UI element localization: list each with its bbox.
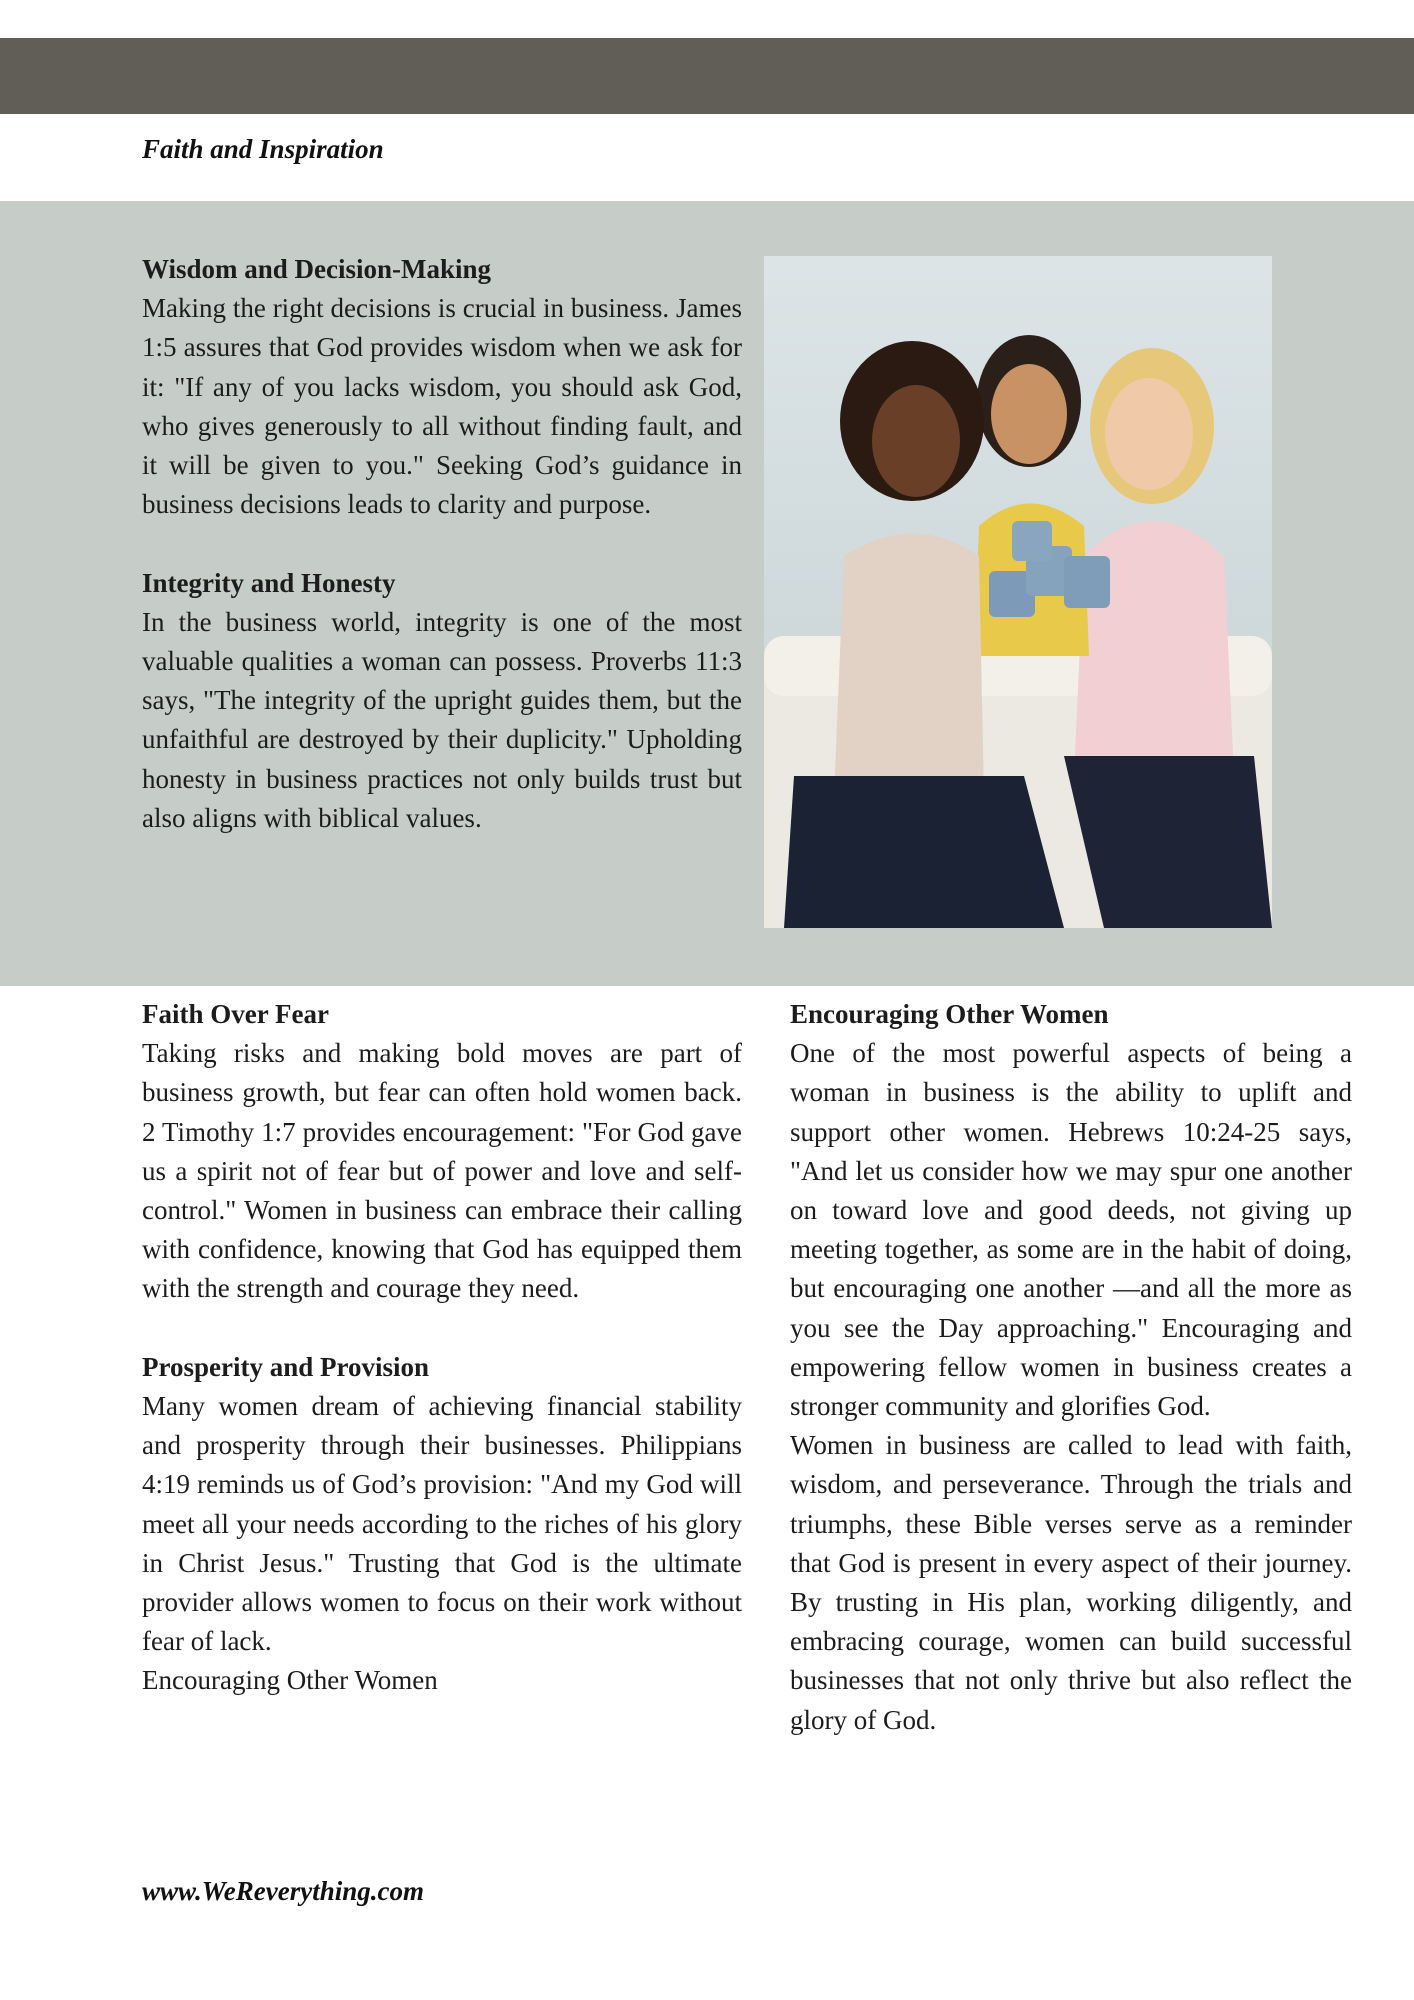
featured-text-column [142,250,742,838]
prosperity-trailing: Encouraging Other Women [142,1665,438,1696]
encouraging-body: One of the most powerful aspects of being a woman in business is the ability to uplift and support other women. Hebrews 10:24-25 says, "And let us consider how we may spur one another on toward love and good deeds, not giving up meeting together, as some are in the habit of doing, but encouraging one another —and all the more as you see the Day approaching." Encouraging and empowering fellow women in business creates a stronger community and glorifies God. [790,1038,1352,1422]
integrity-heading: Integrity and Honesty [142,567,396,598]
left-column [142,995,742,1701]
faith-body: Taking risks and making bold moves are part of business growth, but fear can often hold women back. 2 Timothy 1:7 provides encouragement: "For God gave us a spirit not of fear but of power and love and self-control." Women in business can embrace their calling with confidence, knowing that God has equipped them with the strength and courage they need. [142,1038,742,1304]
faith-heading: Faith Over Fear [142,999,329,1029]
top-banner [0,38,1414,114]
women-coffee-illustration [764,256,1272,928]
women-coffee-photo [764,256,1272,928]
encouraging-heading: Encouraging Other Women [790,999,1109,1029]
wisdom-body: Making the right decisions is crucial in business. James 1:5 assures that God provides wisdom when we ask for it: "If any of you lacks wisdom, you should ask God, who gives generously to all without finding fault, and it will be given to you." Seeking God’s guidance in business decisions leads to clarity and purpose. [142,293,742,520]
right-column [790,995,1352,1740]
prosperity-body: Many women dream of achieving financial stability and prosperity through their businesses. Philippians 4:19 reminds us of God’s provision: "And my God will meet all your needs according to the riches of his glory in Christ Jesus." Trusting that God is the ultimate provider allows women to focus on their work without fear of lack. [142,1391,742,1657]
wisdom-heading: Wisdom and Decision-Making [142,254,492,284]
footer-url: www.WeReverything.com [142,1876,424,1906]
integrity-body: In the business world, integrity is one of the most valuable qualities a woman can possess. Proverbs 11:3 says, "The integrity of the upright guides them, but the unfaithful are destroyed by their duplicity." Upholding honesty in business practices not only builds trust but also aligns with biblical values. [142,606,742,833]
prosperity-heading: Prosperity and Provision [142,1351,430,1382]
closing-paragraph: Women in business are called to lead with faith, wisdom, and perseverance. Through the trials and triumphs, these Bible verses serve as a reminder that God is present in every aspect of their journey. By trusting in His plan, working diligently, and embracing courage, women can build successful businesses that not only thrive but also reflect the glory of God. [790,1430,1352,1735]
section-label: Faith and Inspiration [142,134,384,164]
